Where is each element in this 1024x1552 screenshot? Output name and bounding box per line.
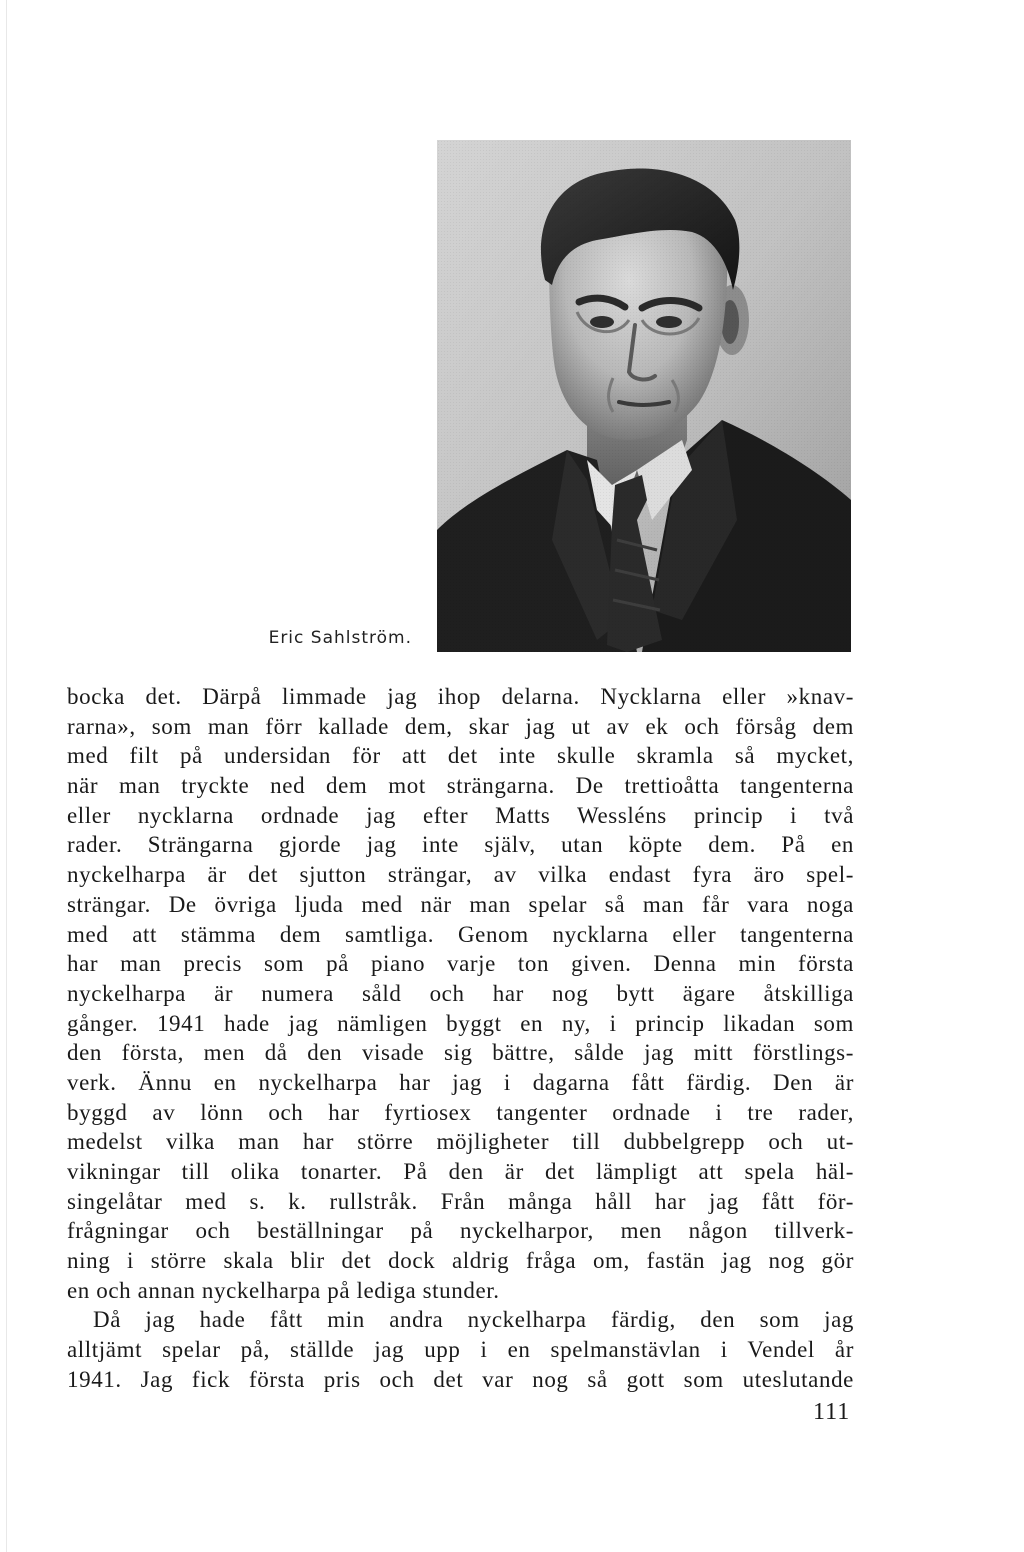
text-line: medelst vilka man har större möjligheter till dubbelgrepp och ut- <box>67 1129 854 1155</box>
text-line: rarna», som man förr kallade dem, skar jag ut av ek och försåg dem <box>67 713 854 739</box>
text-line: med att stämma dem samtliga. Genom nycklarna eller tangenterna <box>67 921 854 947</box>
page-edge <box>6 0 7 1552</box>
text-line: frågningar och beställningar på nyckelharpor, men någon tillverk- <box>67 1218 854 1244</box>
text-line: gånger. 1941 hade jag nämligen byggt en ny, i princip likadan som <box>67 1010 854 1036</box>
text-line: bocka det. Därpå limmade jag ihop delarna. Nycklarna eller »knav- <box>67 684 854 709</box>
portrait-photo <box>437 140 851 652</box>
text-line: ning i större skala blir det dock aldrig fråga om, fastän jag nog gör <box>67 1248 854 1274</box>
text-line: byggd av lönn och har fyrtiosex tangenter ordnade i tre rader, <box>67 1099 854 1125</box>
text-line: den första, men då den visade sig bättre, sålde jag mitt förstlings- <box>67 1040 854 1066</box>
text-line: strängar. De övriga ljuda med när man spelar så man får vara noga <box>67 891 854 917</box>
page-number: 111 <box>813 1399 851 1425</box>
text-line: med filt på undersidan för att det inte skulle skramla så mycket, <box>67 743 854 769</box>
text-line: en och annan nyckelharpa på lediga stunder. <box>67 1277 500 1303</box>
text-line: vikningar till olika tonarter. På den är det lämpligt att spela häl- <box>67 1159 854 1184</box>
text-line: nyckelharpa är det sjutton strängar, av vilka endast fyra äro spel- <box>67 862 854 888</box>
body-text <box>67 682 854 1395</box>
text-line: eller nycklarna ordnade jag efter Matts Wessléns princip i två <box>67 802 854 828</box>
text-line: när man tryckte ned dem mot strängarna. De trettioåtta tangenterna <box>67 773 854 799</box>
text-line: Då jag hade fått min andra nyckelharpa färdig, den som jag <box>93 1307 854 1333</box>
text-line: singelåtar med s. k. rullstråk. Från många håll har jag fått för- <box>67 1188 854 1214</box>
text-line: rader. Strängarna gjorde jag inte själv, utan köpte dem. På en <box>67 832 854 858</box>
photo-caption: Eric Sahlström. <box>268 628 412 648</box>
text-line: alltjämt spelar på, ställde jag upp i en spelmanstävlan i Vendel år <box>67 1337 854 1363</box>
text-line: 1941. Jag fick första pris och det var nog så gott som uteslutande <box>67 1366 854 1392</box>
text-line: har man precis som på piano varje ton given. Denna min första <box>67 951 854 977</box>
text-line: verk. Ännu en nyckelharpa har jag i dagarna fått färdig. Den är <box>67 1069 854 1095</box>
text-line: nyckelharpa är numera såld och har nog bytt ägare åtskilliga <box>67 980 854 1006</box>
